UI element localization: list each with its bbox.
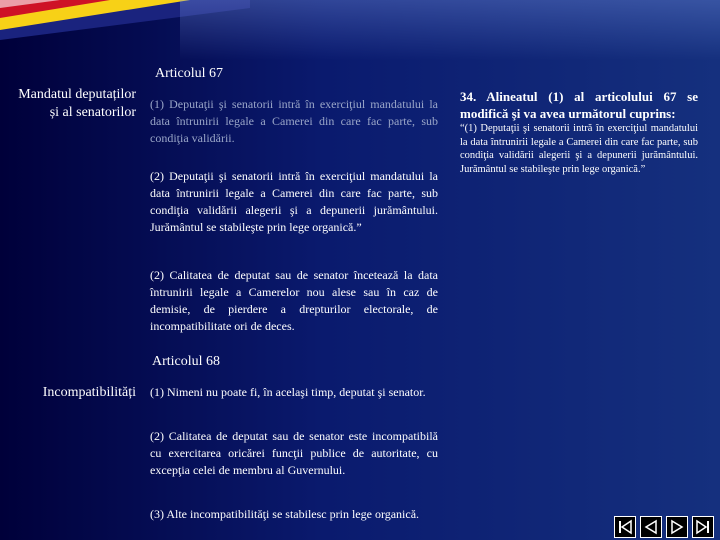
next-slide-button[interactable] [666,516,688,538]
article67-paragraph-2-new: (2) Deputaţii şi senatorii intră în exerciţiul mandatului la data întrunirii legale a Camerei din care fac parte, sub condiţia validării alegerii şi a depunerii jurământului. Jurământul se stabileşte prin lege organică.” [150,169,438,234]
article67-side-label: Mandatul deputaților și al senatorilor [18,87,136,120]
amendment-title: 34. Alineatul (1) al articolului 67 se modifică şi va avea următorul cuprins: [460,89,698,121]
article68-side-label: Incompatibilități [42,385,136,400]
article67-paragraph-1-old: (1) Deputaţii şi senatorii intră în exerciţiul mandatului la data întrunirii legale a Camerei din care fac parte, sub condiţia validării. [150,97,438,145]
article67-title: Articolul 67 [155,66,224,81]
previous-slide-icon [642,518,660,536]
header-light-beam [180,0,720,60]
amendment-body: “(1) Deputaţii şi senatorii intră în exerciţiul mandatului la data întrunirii legale a Camerei din care fac parte, sub condiţia validării alegerii şi a depunerii jurământului. Jurământul se stabileşte prin lege organică.” [460,123,698,175]
article68-title: Articolul 68 [152,354,221,369]
first-slide-icon [616,518,634,536]
slide-navigation [614,516,714,538]
last-slide-button[interactable] [692,516,714,538]
article68-paragraph-1: (1) Nimeni nu poate fi, în acelaşi timp, deputat şi senator. [150,385,426,399]
next-slide-icon [668,518,686,536]
article68-paragraph-3: (3) Alte incompatibilităţi se stabilesc prin lege organică. [150,507,420,521]
article67-paragraph-3: (2) Calitatea de deputat sau de senator încetează la data întrunirii legale a Camerelor nou alese sau în caz de demisie, de pierdere a drepturilor electorale, de incompatibilitate ori de deces. [150,268,438,333]
previous-slide-button[interactable] [640,516,662,538]
first-slide-button[interactable] [614,516,636,538]
article68-paragraph-2: (2) Calitatea de deputat sau de senator este incompatibilă cu exercitarea oricărei funcţii publice de autoritate, cu excepţia celei de membru al Guvernului. [150,429,438,477]
last-slide-icon [694,518,712,536]
